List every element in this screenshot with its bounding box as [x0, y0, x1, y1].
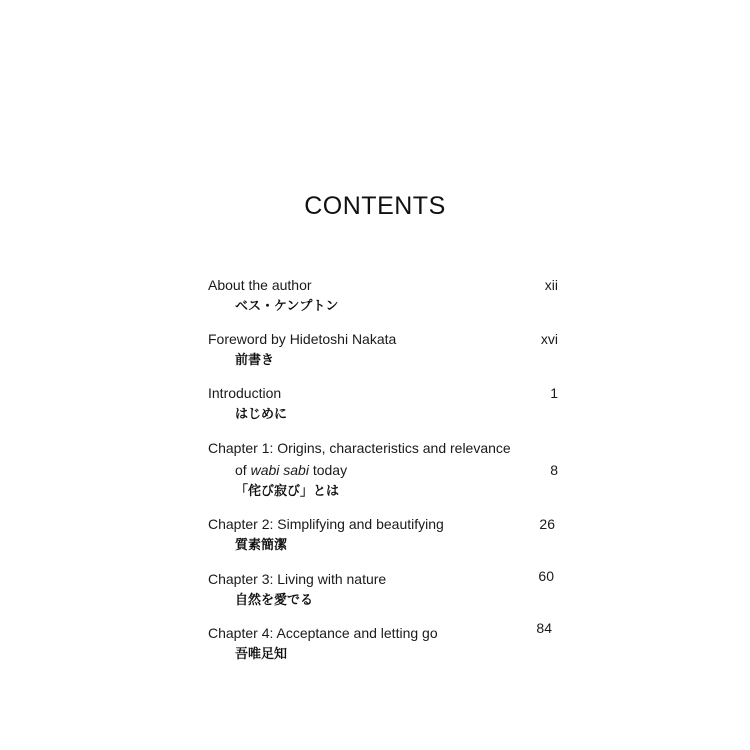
- entry-title: About the author: [208, 277, 312, 293]
- toc-entry-chapter-4[interactable]: [208, 622, 558, 666]
- entry-page-number: xvi: [540, 331, 558, 347]
- toc-entry-chapter-2[interactable]: [208, 513, 558, 557]
- toc-entry-chapter-1[interactable]: [208, 437, 558, 503]
- entry-title-continued: [208, 459, 558, 481]
- entry-japanese-title: 自然を愛でる: [235, 593, 314, 608]
- entry-japanese-title: 吾唯足知: [235, 647, 288, 662]
- toc-entry-about-author[interactable]: [208, 274, 558, 318]
- entry-title: Foreword by Hidetoshi Nakata: [208, 331, 397, 347]
- entry-title: Chapter 4: Acceptance and letting go: [208, 625, 438, 641]
- entry-japanese-title: 「侘び寂び」とは: [235, 484, 340, 499]
- entry-title-emphasis: wabi sabi: [250, 462, 309, 478]
- entry-title: Chapter 1: Origins, characteristics and relevance: [208, 440, 511, 456]
- entry-japanese-title: 質素簡潔: [235, 538, 288, 553]
- entry-page-number: xii: [544, 277, 558, 293]
- toc-entry-introduction[interactable]: [208, 382, 558, 426]
- entry-page-number: 8: [550, 462, 558, 478]
- entry-title: Introduction: [208, 385, 282, 401]
- entry-title: Chapter 3: Living with nature: [208, 571, 387, 587]
- entry-page-number: 60: [538, 568, 554, 584]
- entry-title-continued-suffix: today: [308, 462, 348, 478]
- toc-entry-chapter-3[interactable]: [208, 568, 558, 612]
- toc-entry-foreword[interactable]: [208, 328, 558, 372]
- entry-title-continued-prefix: of: [235, 462, 251, 478]
- entry-title: Chapter 2: Simplifying and beautifying: [208, 516, 444, 532]
- entry-japanese-title: 前書き: [235, 353, 275, 368]
- table-of-contents: [208, 0, 558, 750]
- entry-page-number: 1: [550, 385, 558, 401]
- entry-page-number: 84: [536, 620, 552, 636]
- entry-page-number: 26: [539, 516, 555, 532]
- entry-japanese-title: ベス・ケンプトン: [235, 299, 339, 314]
- entry-japanese-title: はじめに: [235, 407, 288, 422]
- page-title: CONTENTS: [304, 192, 446, 220]
